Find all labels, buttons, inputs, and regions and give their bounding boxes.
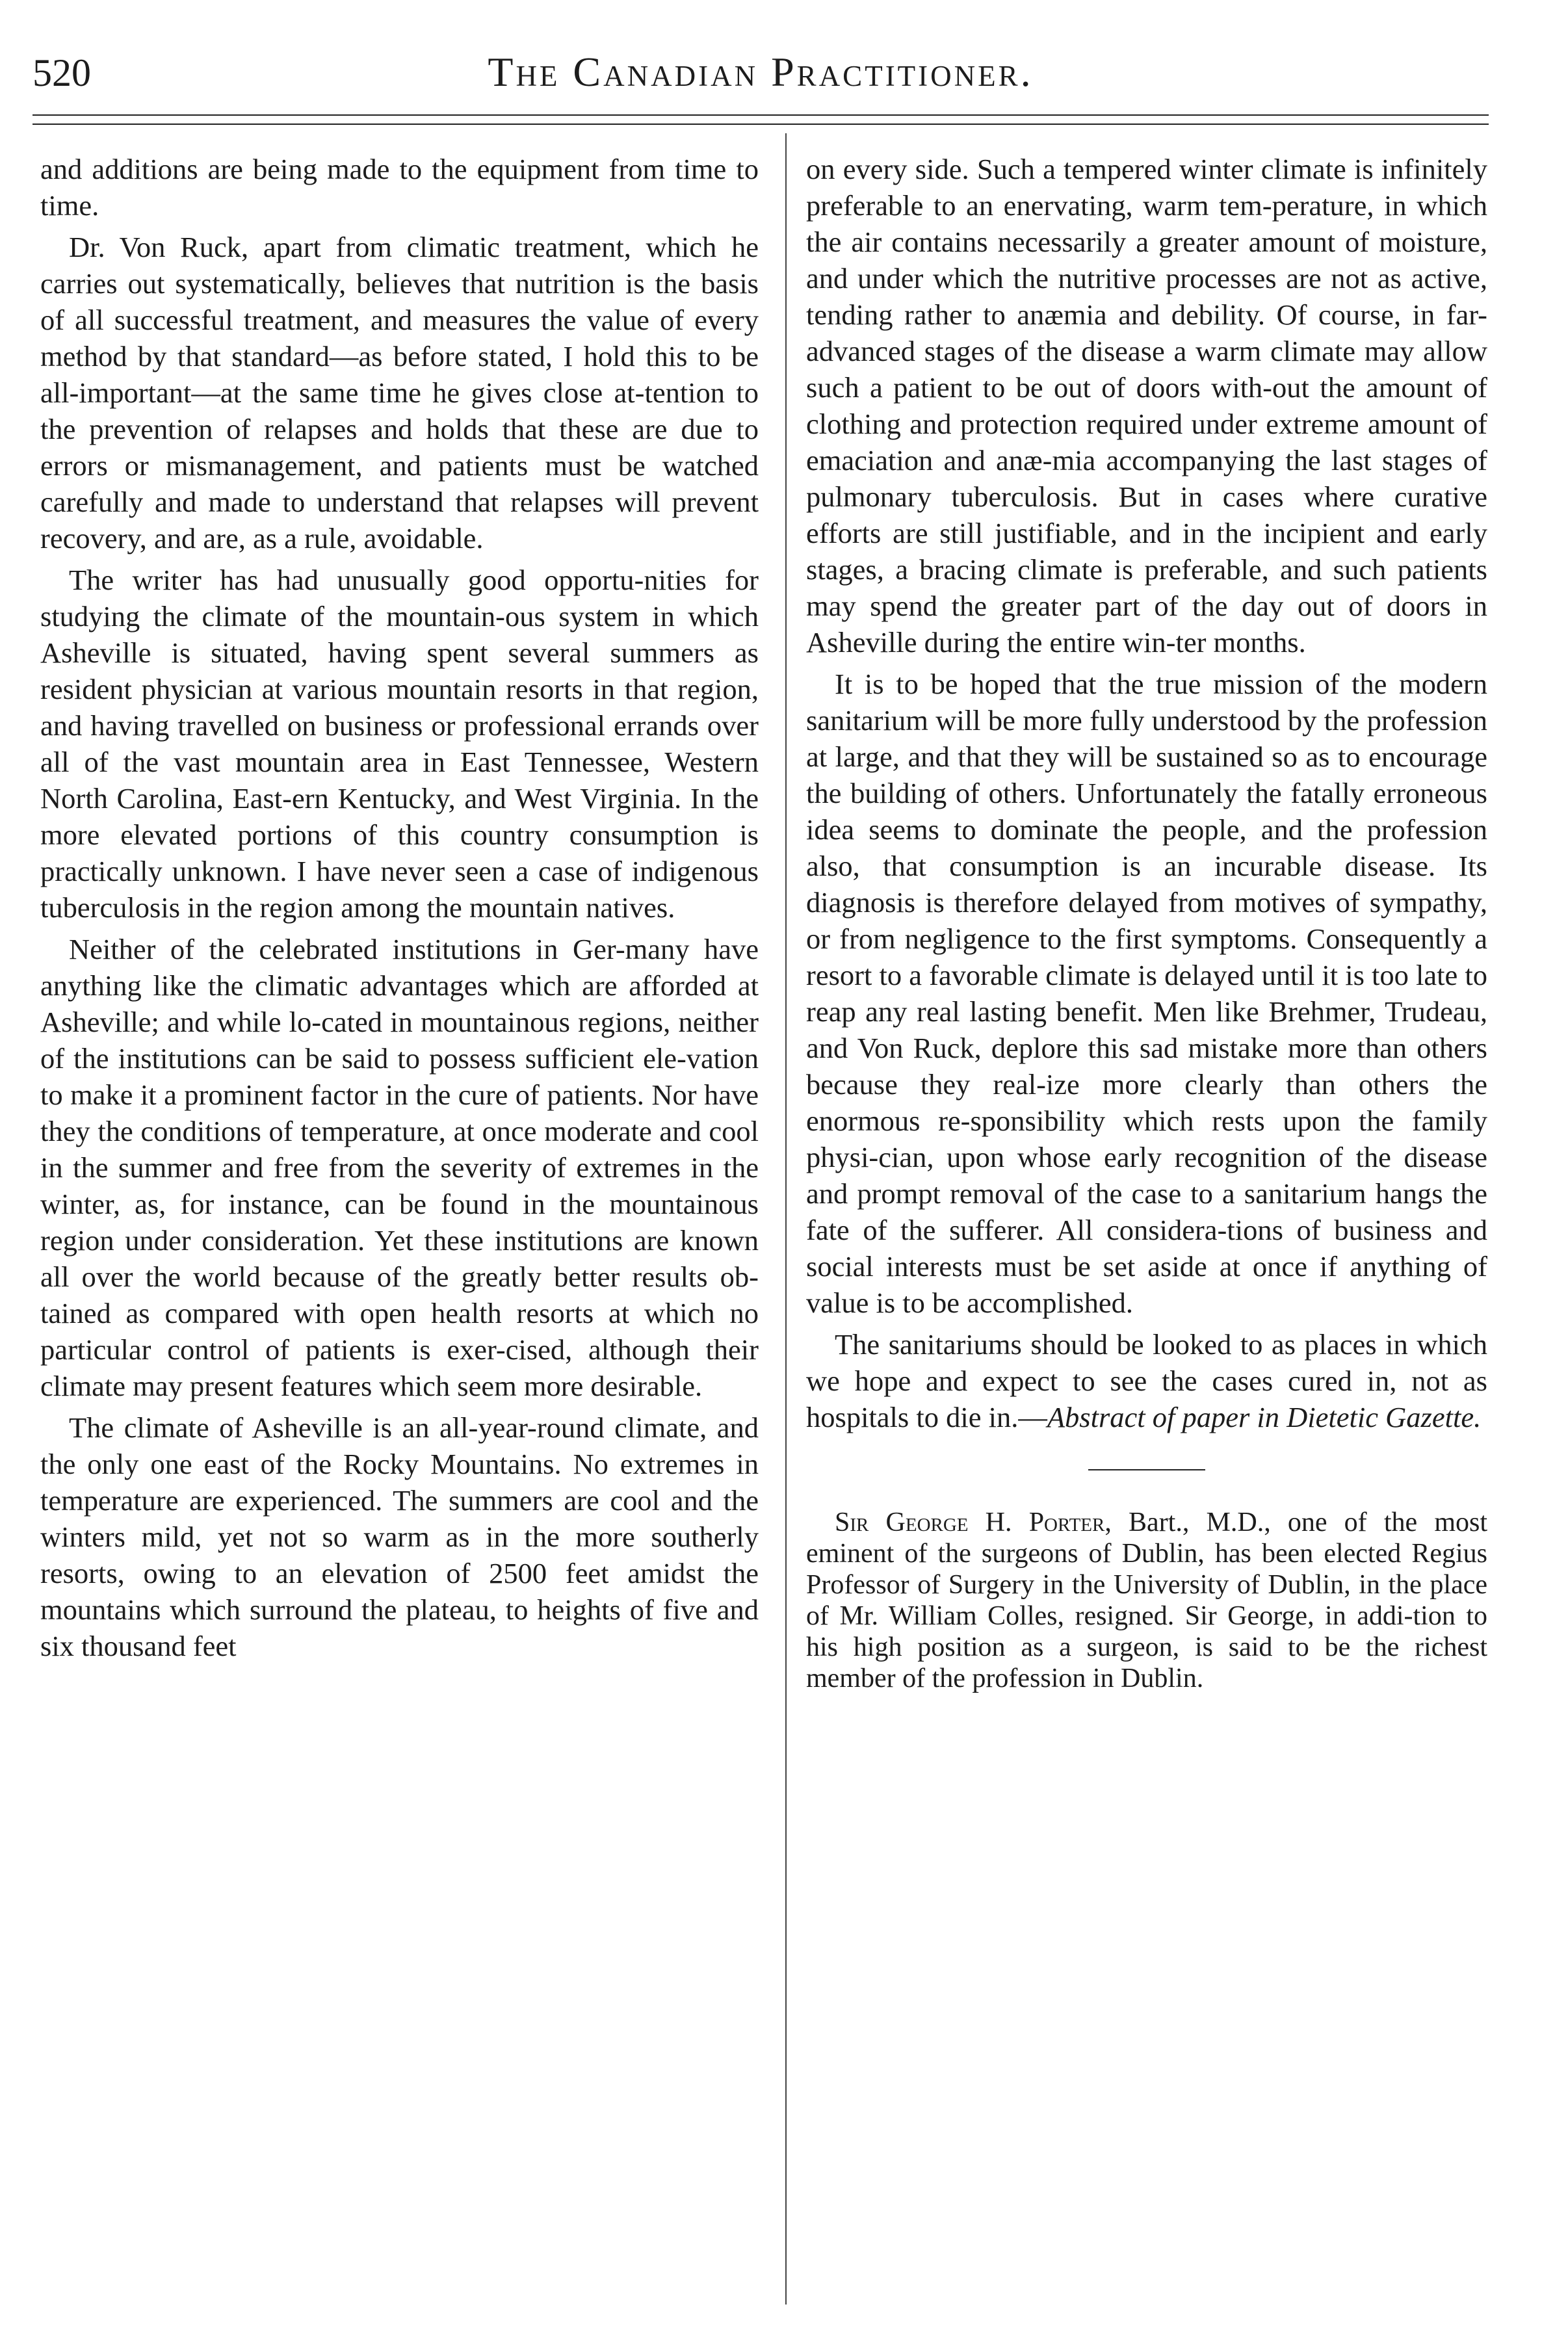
left-column bbox=[40, 151, 759, 1669]
source-citation: Abstract of paper in Dietetic Gazette. bbox=[1047, 1401, 1482, 1433]
paragraph: It is to be hoped that the true mission of the modern sanitarium will be more fully understood by the profession at large, and that they will be sustained so as to encourage the building of others. Unfortunately the fatally erroneous idea seems to dominate the people, and the profession also, that consumption is an incurable disease. Its diagnosis is therefore delayed from motives of sympathy, or from negligence to the first symptoms. Consequently a resort to a favorable climate is delayed until it is too late to reap any real lasting benefit. Men like Brehmer, Trudeau, and Von Ruck, deplore this sad mistake more than others because they real-ize more clearly than others the enormous re-sponsibility which rests upon the family physi-cian, upon whose early recognition of the disease and prompt removal of the case to a sanitarium hangs the fate of the sufferer. All considera-tions of business and social interests must be set aside at once if anything of value is to be accomplished. bbox=[806, 668, 1487, 1319]
paragraph: The climate of Asheville is an all-year-round climate, and the only one east of the Rocky Mountains. No extremes in temperature are experienced. The summers are cool and the winters mild, yet not so warm as in the more southerly resorts, owing to an elevation of 2500 feet amidst the mountains which surround the plateau, to heights of five and six thousand feet bbox=[40, 1411, 759, 1662]
news-item bbox=[806, 1507, 1487, 1694]
news-item-text: , Bart., M.D., one of the most eminent of the surgeons of Dublin, has been elected Regius Professor of Surgery in the University of Dublin, in the place of Mr. William Colles, resigned. Sir George, in addi-tion to his high position as a surgeon, is said to be the richest member of the profession in Dublin. bbox=[806, 1508, 1488, 1693]
paragraph: and additions are being made to the equipment from time to time. bbox=[40, 153, 759, 222]
paragraph: The writer has had unusually good opportu-nities for studying the climate of the mountain-ous system in which Asheville is situated, having spent several summers as resident physician at various mountain resorts in that region, and having travelled on business or professional errands over all of the vast mountain area in East Tennessee, Western North Carolina, East-ern Kentucky, and West Virginia. In the more elevated portions of this country consumption is practically unknown. I have never seen a case of indigenous tuberculosis in the region among the mountain natives. bbox=[40, 564, 759, 924]
paragraph: Dr. Von Ruck, apart from climatic treatment, which he carries out systematically, believes that nutrition is the basis of all successful treatment, and measures the value of every method by that standard—as before stated, I hold this to be all-important—at the same time he gives close at-tention to the prevention of relapses and holds that these are due to errors or mismanagement, and patients must be watched carefully and made to understand that relapses will prevent recovery, and are, as a rule, avoidable. bbox=[40, 231, 759, 555]
page-number: 520 bbox=[33, 51, 91, 94]
page-header bbox=[33, 31, 1489, 103]
section-divider bbox=[1088, 1469, 1205, 1470]
paragraph-sanitariums bbox=[806, 1326, 1487, 1435]
news-item-name: Sir George H. Porter bbox=[835, 1508, 1105, 1537]
header-rule-bottom bbox=[33, 124, 1489, 125]
paragraph: Neither of the celebrated institutions in Ger-many have anything like the climatic advantages which are afforded at Asheville; and while lo-cated in mountainous regions, neither of the institutions can be said to possess sufficient ele-vation to make it a prominent factor in the cure of patients. Nor have they the conditions of temperature, at once moderate and cool in the summer and free from the severity of extremes in the winter, as, for instance, can be found in the mountainous region under consideration. Yet these institutions are known all over the world because of the greatly better results ob-tained as compared with open health resorts at which no particular control of patients is exer-cised, although their climate may present features which seem more desirable. bbox=[40, 933, 759, 1402]
paragraph-text: The sanitariums should be looked to as places in which we hope and expect to see the cases cured in, not as hospitals to die in.— bbox=[806, 1328, 1487, 1433]
paragraph: on every side. Such a tempered winter climate is infinitely preferable to an enervating, warm tem-perature, in which the air contains necessarily a greater amount of moisture, and under which the nutritive processes are not as active, tending rather to anæmia and debility. Of course, in far-advanced stages of the disease a warm climate may allow such a patient to be out of doors with-out the amount of clothing and protection required under extreme amount of emaciation and anæ-mia accompanying the last stages of pulmonary tuberculosis. But in cases where curative efforts are still justifiable, and in the incipient and early stages, a bracing climate is preferable, and such patients may spend the greater part of the day out of doors in Asheville during the entire win-ter months. bbox=[806, 153, 1487, 659]
journal-title: The Canadian Practitioner. bbox=[488, 49, 1034, 95]
right-column bbox=[806, 151, 1487, 1699]
column-divider bbox=[785, 133, 787, 2304]
header-rule-top bbox=[33, 114, 1489, 116]
